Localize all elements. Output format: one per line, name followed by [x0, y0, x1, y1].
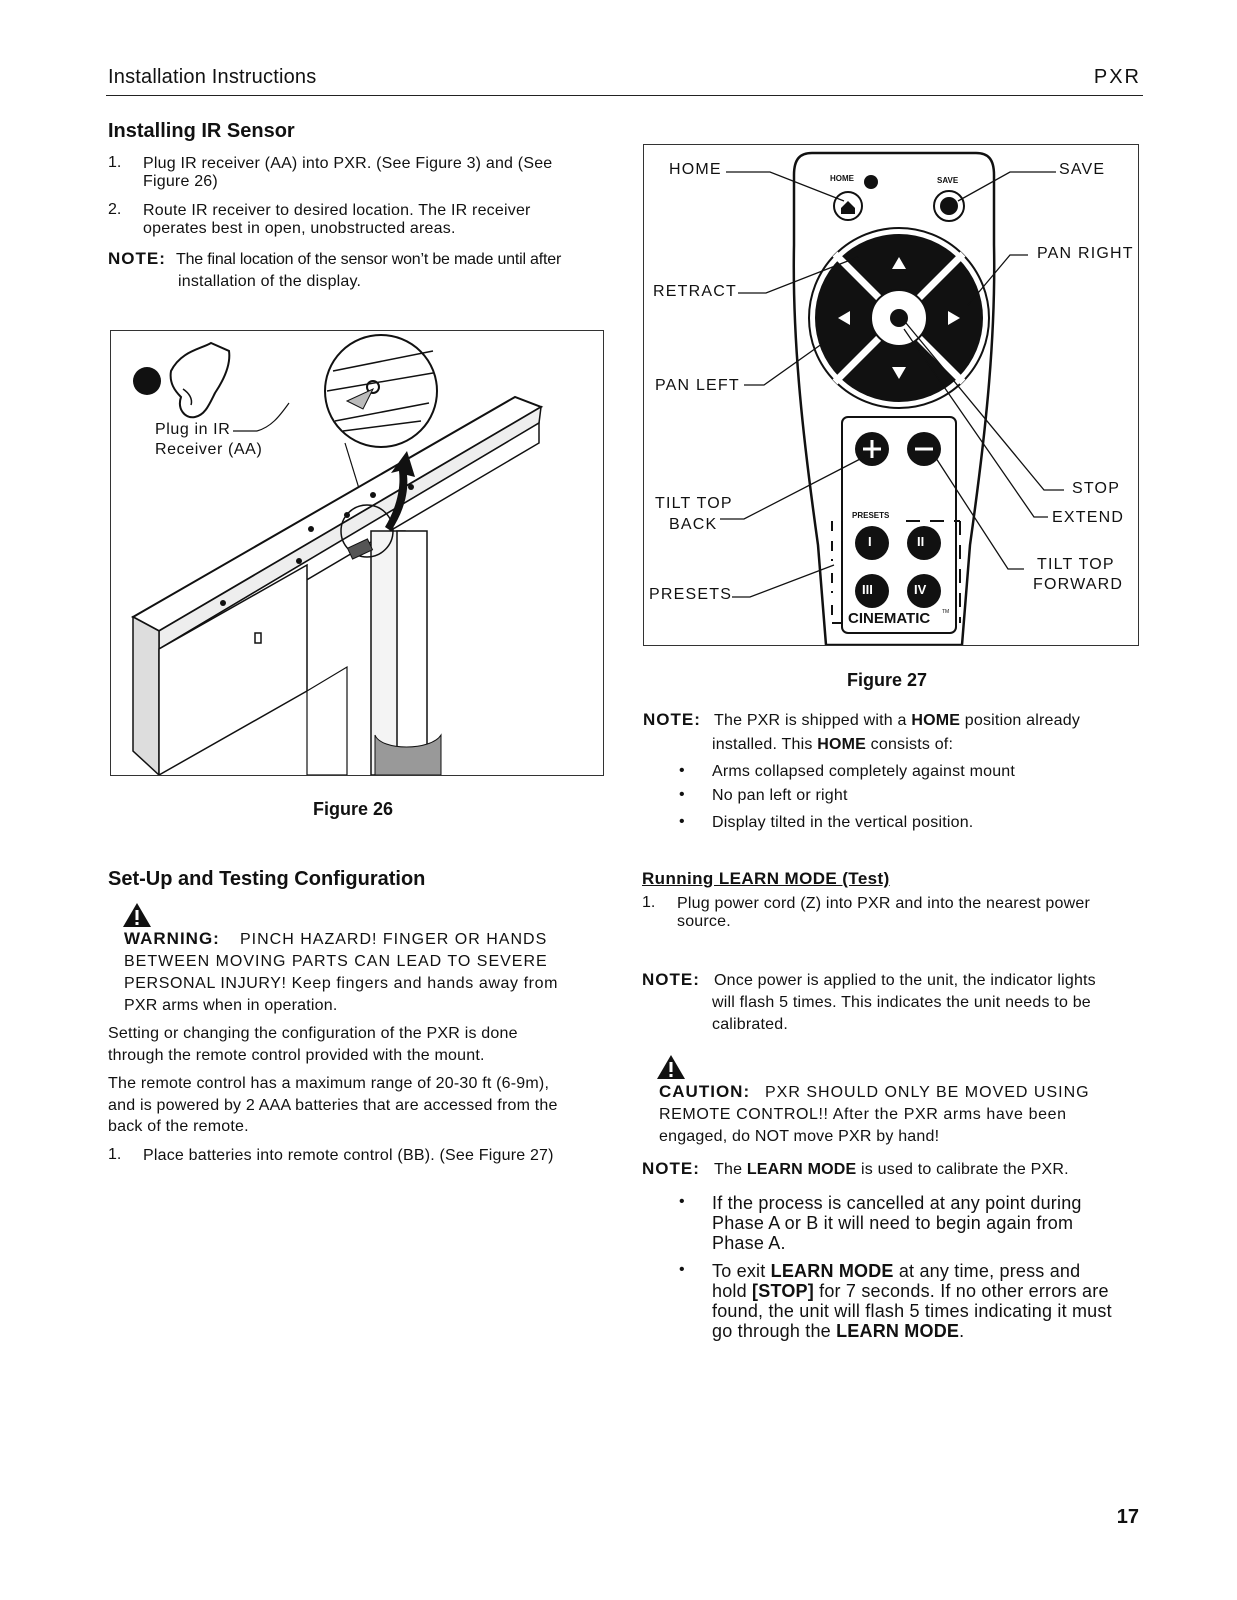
- step-text: operates best in open, unobstructed areas.: [143, 220, 456, 237]
- bullet-marker: •: [679, 762, 685, 779]
- remote-home-text: HOME: [830, 174, 854, 183]
- bullet-text: Phase A or B it will need to begin again from: [712, 1213, 1074, 1233]
- label-extend: EXTEND: [1052, 509, 1125, 526]
- figure-26-label: Plug in IR: [155, 421, 231, 438]
- caution-icon: [656, 1054, 686, 1080]
- step-text: Place batteries into remote control (BB). (See Figure 27): [143, 1147, 554, 1164]
- section-title-setup: Set-Up and Testing Configuration: [108, 868, 426, 890]
- label-stop: STOP: [1072, 480, 1121, 497]
- section-title-ir-sensor: Installing IR Sensor: [108, 120, 295, 142]
- step-number: 2.: [108, 201, 122, 218]
- header-rule: [106, 95, 1143, 96]
- bullet-marker: •: [679, 1261, 685, 1278]
- bullet-text: found, the unit will flash 5 times indicating it must: [712, 1301, 1112, 1321]
- figure-27-frame: [643, 144, 1139, 646]
- remote-brand-logo: CINEMATIC: [848, 610, 931, 627]
- figure-26-caption: Figure 26: [313, 799, 394, 819]
- note-label: NOTE:: [643, 710, 701, 729]
- preset-2-button: II: [917, 534, 925, 549]
- running-header-product: PXR: [1093, 66, 1141, 88]
- figure-26-frame: [110, 330, 604, 776]
- note-text: The PXR is shipped with a HOME position already: [714, 712, 1081, 729]
- note-text: installation of the display.: [178, 273, 362, 290]
- bullet-text: Phase A.: [712, 1233, 786, 1253]
- label-pan-left: PAN LEFT: [655, 377, 740, 394]
- label-tilt-top-back: TILT TOP: [655, 495, 733, 512]
- section-title-learn-mode: Running LEARN MODE (Test): [642, 869, 890, 888]
- warning-text: PERSONAL INJURY! Keep fingers and hands away from: [124, 975, 559, 992]
- body-text: and is powered by 2 AAA batteries that are accessed from the: [108, 1097, 558, 1114]
- note-label: NOTE:: [642, 1159, 700, 1178]
- figure-26-step-marker: 1: [126, 380, 135, 397]
- warning-text: BETWEEN MOVING PARTS CAN LEAD TO SEVERE: [124, 953, 548, 970]
- note-text: The final location of the sensor won’t be made until after: [176, 251, 562, 268]
- warning-icon: [122, 902, 152, 928]
- bullet-text: hold [STOP] for 7 seconds. If no other errors are: [712, 1281, 1109, 1301]
- bullet-text: No pan left or right: [712, 787, 848, 804]
- caution-text: PXR SHOULD ONLY BE MOVED USING: [765, 1084, 1090, 1101]
- label-tilt-top-forward: TILT TOP: [1037, 556, 1115, 573]
- step-text: source.: [677, 913, 731, 930]
- remote-save-text: SAVE: [937, 176, 959, 185]
- step-text: Figure 26): [143, 173, 218, 190]
- warning-text: PINCH HAZARD! FINGER OR HANDS: [240, 931, 548, 948]
- page-number: 17: [1116, 1506, 1139, 1528]
- body-text: The remote control has a maximum range of 20-30 ft (6-9m),: [108, 1075, 550, 1092]
- note-label: NOTE:: [642, 970, 700, 989]
- warning-label: WARNING:: [124, 929, 220, 948]
- bullet-marker: •: [679, 1193, 685, 1210]
- caution-label: CAUTION:: [659, 1082, 751, 1101]
- note-label: NOTE:: [108, 249, 166, 268]
- step-number: 1.: [108, 1146, 122, 1163]
- preset-1-button: I: [868, 534, 872, 549]
- bullet-text: go through the LEARN MODE.: [712, 1321, 965, 1341]
- figure-27-caption: Figure 27: [847, 670, 928, 690]
- figure-26-label: Receiver (AA): [155, 441, 263, 458]
- label-pan-right: PAN RIGHT: [1037, 245, 1134, 262]
- trademark-mark: TM: [942, 609, 950, 615]
- note-text: Once power is applied to the unit, the indicator lights: [714, 972, 1096, 989]
- preset-4-button: IV: [914, 582, 927, 597]
- step-text: Route IR receiver to desired location. The IR receiver: [143, 202, 531, 219]
- caution-text: engaged, do NOT move PXR by hand!: [659, 1128, 940, 1145]
- label-presets: PRESETS: [649, 586, 733, 603]
- running-header-title: Installation Instructions: [108, 66, 317, 88]
- bullet-text: Display tilted in the vertical position.: [712, 814, 974, 831]
- label-retract: RETRACT: [653, 283, 737, 300]
- label-save: SAVE: [1059, 161, 1106, 178]
- bullet-marker: •: [679, 813, 685, 830]
- step-text: Plug IR receiver (AA) into PXR. (See Figure 3) and (See: [143, 155, 553, 172]
- note-text: installed. This HOME consists of:: [712, 736, 954, 753]
- figure-26-illustration: [111, 331, 603, 775]
- label-tilt-top-back: BACK: [669, 516, 718, 533]
- caution-text: REMOTE CONTROL!! After the PXR arms have been: [659, 1106, 1067, 1123]
- bullet-text: To exit LEARN MODE at any time, press and: [712, 1261, 1081, 1281]
- bullet-text: If the process is cancelled at any point during: [712, 1193, 1082, 1213]
- bullet-text: Arms collapsed completely against mount: [712, 763, 1016, 780]
- note-text: The LEARN MODE is used to calibrate the PXR.: [714, 1161, 1069, 1178]
- warning-text: PXR arms when in operation.: [124, 997, 338, 1014]
- preset-3-button: III: [862, 582, 873, 597]
- label-tilt-top-forward: FORWARD: [1033, 576, 1124, 593]
- body-text: through the remote control provided with the mount.: [108, 1047, 485, 1064]
- step-number: 1.: [642, 894, 656, 911]
- step-text: Plug power cord (Z) into PXR and into the nearest power: [677, 895, 1090, 912]
- note-text: calibrated.: [712, 1016, 789, 1033]
- body-text: Setting or changing the configuration of the PXR is done: [108, 1025, 518, 1042]
- body-text: back of the remote.: [108, 1118, 249, 1135]
- remote-presets-text: PRESETS: [852, 511, 890, 520]
- bullet-marker: •: [679, 786, 685, 803]
- label-home: HOME: [669, 161, 722, 178]
- note-text: will flash 5 times. This indicates the unit needs to be: [712, 994, 1091, 1011]
- step-number: 1.: [108, 154, 122, 171]
